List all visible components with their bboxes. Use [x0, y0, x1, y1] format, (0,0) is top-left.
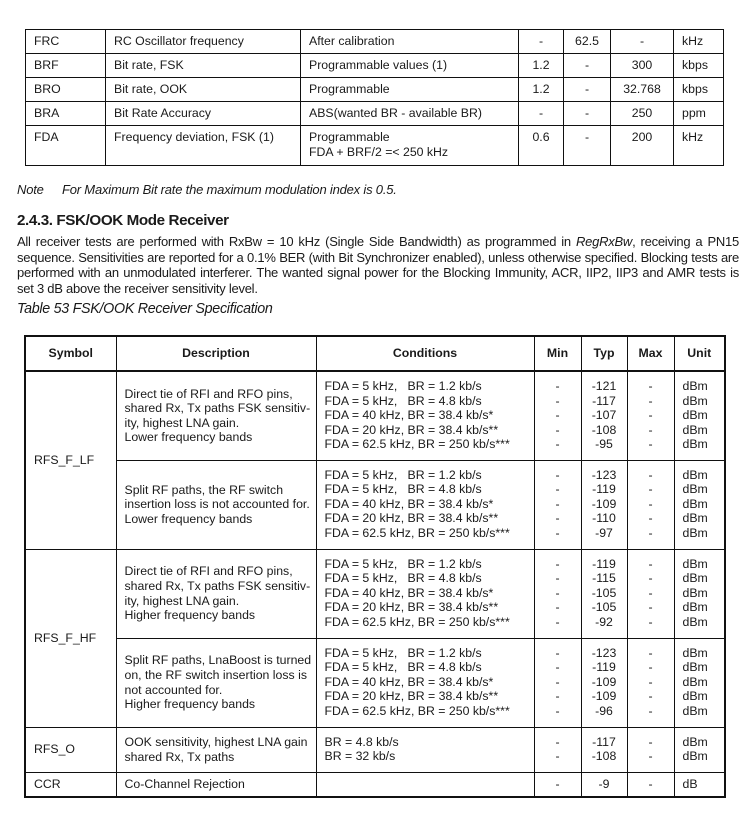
max-cell [627, 549, 674, 638]
co-channel-rejection-row [25, 772, 725, 797]
conditions-cell-line: FDA = 40 kHz, BR = 38.4 kb/s* [324, 585, 494, 600]
conditions-cell [301, 30, 519, 54]
receiver-spec-table [24, 335, 726, 798]
max-cell-line: - [648, 645, 653, 660]
header-unit: Unit [674, 336, 725, 371]
typ-cell: -9 [581, 772, 627, 797]
min-cell [534, 549, 581, 638]
conditions-cell-line: FDA = 20 kHz, BR = 38.4 kb/s** [324, 600, 499, 615]
typ-cell-line: -109 [591, 496, 617, 511]
symbol-cell: RFS_F_HF [25, 549, 116, 727]
min-cell-line: - [555, 749, 560, 764]
table-caption: Table 53 FSK/OOK Receiver Specification [17, 301, 273, 317]
unit-cell-line: dBm [682, 525, 708, 540]
typ-cell-line: -108 [591, 749, 617, 764]
min-cell: - [519, 30, 564, 54]
conditions-cell-line: FDA = 62.5 kHz, BR = 250 kb/s*** [324, 525, 510, 540]
max-cell-line: - [648, 734, 653, 749]
description-cell: Bit rate, FSK [106, 54, 301, 78]
min-cell: - [534, 772, 581, 797]
conditions-cell-line: FDA = 40 kHz, BR = 38.4 kb/s* [324, 408, 494, 423]
max-cell-line: - [648, 525, 653, 540]
typ-cell-line: -105 [591, 600, 617, 615]
max-cell-line: - [648, 600, 653, 615]
typ-cell-line: -119 [592, 556, 616, 571]
max-cell: - [627, 772, 674, 797]
typ-cell-line: -109 [591, 674, 617, 689]
receiver-spec-body [25, 371, 725, 797]
max-cell: 250 [611, 102, 674, 126]
unit-cell [674, 460, 725, 549]
typ-cell: 62.5 [564, 30, 611, 54]
max-cell-line: - [648, 660, 653, 675]
conditions-cell-line: FDA = 5 kHz, BR = 1.2 kb/s [324, 379, 482, 393]
min-cell [534, 371, 581, 460]
conditions-cell [316, 371, 534, 460]
max-cell-line: - [648, 496, 653, 511]
min-cell-line: - [555, 571, 560, 586]
unit-cell-line: dBm [682, 467, 708, 482]
conditions-cell-line: FDA = 62.5 kHz, BR = 250 kb/s*** [324, 703, 510, 718]
typ-cell-line: -108 [591, 422, 617, 437]
typ-cell: - [564, 102, 611, 126]
conditions-cell [316, 549, 534, 638]
unit-cell: kbps [674, 78, 724, 102]
spec-row [26, 30, 724, 54]
conditions-cell-line: FDA = 5 kHz, BR = 4.8 kb/s [324, 660, 482, 675]
unit-cell: kbps [674, 54, 724, 78]
description-cell-line: Direct tie of RFI and RFO pins, [124, 564, 293, 579]
max-cell-line: - [648, 703, 653, 718]
description-cell: Frequency deviation, FSK (1) [106, 126, 301, 166]
unit-cell-line: dBm [682, 600, 708, 615]
header-typ: Typ [581, 336, 627, 371]
header-max: Max [627, 336, 674, 371]
symbol-cell: RFS_F_LF [25, 371, 116, 549]
symbol-cell: CCR [25, 772, 116, 797]
typ-cell-line: -105 [591, 585, 617, 600]
description-cell-line: shared Rx, Tx paths [124, 749, 235, 764]
conditions-cell-line: FDA = 20 kHz, BR = 38.4 kb/s** [324, 422, 499, 437]
typ-cell-line: -95 [595, 437, 613, 452]
spec-row [26, 102, 724, 126]
description-cell [116, 460, 316, 549]
min-cell-line: - [555, 645, 560, 660]
conditions-cell [301, 102, 519, 126]
unit-cell: kHz [674, 30, 724, 54]
conditions-cell-line: ABS(wanted BR - available BR) [309, 106, 482, 120]
min-cell: 0.6 [519, 126, 564, 166]
typ-cell: - [564, 126, 611, 166]
conditions-cell-line: BR = 4.8 kb/s [324, 734, 399, 749]
min-cell: - [519, 102, 564, 126]
conditions-cell [316, 772, 534, 797]
description-cell-line: OOK sensitivity, highest LNA gain [124, 734, 308, 749]
description-cell-line: shared Rx, Tx paths FSK sensitiv- [124, 401, 311, 416]
sensitivity-row [25, 371, 725, 460]
description-cell-line: on, the RF switch insertion loss is [124, 667, 307, 682]
unit-cell-line: dBm [682, 379, 708, 393]
min-cell-line: - [555, 408, 560, 423]
typ-cell-line: -97 [595, 525, 613, 540]
max-cell [627, 460, 674, 549]
max-cell: 200 [611, 126, 674, 166]
symbol-cell: RFS_O [25, 727, 116, 772]
description-cell-line: not accounted for. [124, 682, 223, 697]
typ-cell-line: -123 [591, 467, 617, 482]
description-cell-line: Split RF paths, LnaBoost is turned [124, 653, 312, 668]
max-cell-line: - [648, 437, 653, 452]
min-cell-line: - [555, 482, 560, 497]
typ-cell: - [564, 54, 611, 78]
unit-cell-line: dBm [682, 511, 708, 526]
min-cell-line: - [555, 674, 560, 689]
sensitivity-row [25, 460, 725, 549]
section-paragraph [17, 234, 739, 296]
paragraph-text: All receiver tests are performed with RxBw = 10 kHz (Single Side Bandwidth) as programmed in [17, 234, 577, 249]
max-cell-line: - [648, 511, 653, 526]
note-label: Note [17, 182, 44, 197]
register-name: RegRxBw [576, 234, 633, 249]
min-cell-line: - [555, 496, 560, 511]
description-cell-line: Higher frequency bands [124, 697, 256, 712]
conditions-cell-line: Programmable [309, 82, 390, 96]
unit-cell: dB [674, 772, 725, 797]
description-cell [116, 638, 316, 727]
max-cell-line: - [648, 571, 653, 586]
max-cell-line: - [648, 689, 653, 704]
min-cell-line: - [555, 379, 560, 393]
max-cell [627, 727, 674, 772]
unit-cell [674, 549, 725, 638]
conditions-cell-line: After calibration [309, 34, 395, 48]
description-cell-line: Lower frequency bands [124, 430, 253, 445]
note [17, 182, 397, 197]
conditions-cell-line: FDA + BRF/2 =< 250 kHz [309, 144, 449, 159]
unit-cell-line: dBm [682, 674, 708, 689]
conditions-cell-line: FDA = 20 kHz, BR = 38.4 kb/s** [324, 511, 499, 526]
unit-cell-line: dBm [682, 660, 708, 675]
max-cell-line: - [648, 379, 653, 393]
max-cell-line: - [648, 674, 653, 689]
min-cell-line: - [555, 437, 560, 452]
typ-cell-line: -119 [592, 482, 616, 497]
sensitivity-row [25, 638, 725, 727]
table-header-row [25, 336, 725, 371]
max-cell: 300 [611, 54, 674, 78]
max-cell-line: - [648, 585, 653, 600]
symbol-cell: BRF [26, 54, 106, 78]
typ-cell-line: -109 [591, 689, 617, 704]
unit-cell-line: dBm [682, 734, 708, 749]
min-cell-line: - [555, 467, 560, 482]
unit-cell-line: dBm [682, 614, 708, 629]
min-cell-line: - [555, 703, 560, 718]
conditions-cell [316, 460, 534, 549]
min-cell-line: - [555, 556, 560, 571]
typ-cell-line: -117 [592, 734, 616, 749]
min-cell: 1.2 [519, 78, 564, 102]
typ-cell [581, 460, 627, 549]
min-cell-line: - [555, 600, 560, 615]
min-cell-line: - [555, 689, 560, 704]
description-cell-line: Higher frequency bands [124, 608, 256, 623]
unit-cell: ppm [674, 102, 724, 126]
header-description: Description [116, 336, 316, 371]
spec-table-body [26, 30, 724, 166]
description-cell-line: shared Rx, Tx paths FSK sensitiv- [124, 578, 311, 593]
description-cell-line: Lower frequency bands [124, 511, 253, 526]
conditions-cell-line: Programmable [309, 130, 390, 144]
conditions-cell-line: Programmable values (1) [309, 58, 448, 72]
unit-cell-line: dBm [682, 571, 708, 586]
unit-cell [674, 371, 725, 460]
spec-table-bitrate [25, 29, 724, 166]
typ-cell [581, 727, 627, 772]
max-cell-line: - [648, 482, 653, 497]
conditions-cell-line: FDA = 62.5 kHz, BR = 250 kb/s*** [324, 437, 510, 452]
max-cell [627, 638, 674, 727]
unit-cell-line: dBm [682, 496, 708, 511]
max-cell-line: - [648, 749, 653, 764]
min-cell-line: - [555, 422, 560, 437]
typ-cell-line: -110 [592, 511, 616, 526]
spec-row [26, 54, 724, 78]
conditions-cell-line: FDA = 5 kHz, BR = 1.2 kb/s [324, 645, 482, 660]
unit-cell-line: dBm [682, 408, 708, 423]
conditions-cell [301, 126, 519, 166]
typ-cell-line: -92 [595, 614, 613, 629]
section-heading: 2.4.3. FSK/OOK Mode Receiver [17, 212, 229, 229]
conditions-cell [316, 638, 534, 727]
paragraph-text: , receiving a PN15 sequence. Sensitivities are reported for a 0.1% BER (with Bit Synchronizer enabled), unless otherwise specified. Blocking tests are performed with an unmodulated interferer. The wanted signal power for the Blocking Immunity, ACR, IIP2, IIP3 and AMR tests is set 3 dB above the receiver sensitivity level. [17, 234, 739, 296]
unit-cell-line: dBm [682, 556, 708, 571]
conditions-cell-line: FDA = 5 kHz, BR = 4.8 kb/s [324, 393, 482, 408]
min-cell-line: - [555, 660, 560, 675]
unit-cell [674, 638, 725, 727]
description-cell-line: insertion loss is not accounted for. [124, 497, 310, 512]
max-cell-line: - [648, 393, 653, 408]
typ-cell-line: -119 [592, 660, 616, 675]
unit-cell-line: dBm [682, 393, 708, 408]
unit-cell-line: dBm [682, 703, 708, 718]
max-cell [627, 371, 674, 460]
sensitivity-row [25, 549, 725, 638]
conditions-cell [316, 727, 534, 772]
spec-row [26, 126, 724, 166]
unit-cell: kHz [674, 126, 724, 166]
min-cell-line: - [555, 734, 560, 749]
typ-cell [581, 371, 627, 460]
description-cell: Bit Rate Accuracy [106, 102, 301, 126]
unit-cell-line: dBm [682, 482, 708, 497]
conditions-cell-line: BR = 32 kb/s [324, 749, 396, 764]
typ-cell-line: -117 [592, 393, 616, 408]
typ-cell-line: -121 [591, 379, 617, 393]
typ-cell-line: -123 [591, 645, 617, 660]
typ-cell-line: -107 [591, 408, 617, 423]
unit-cell [674, 727, 725, 772]
symbol-cell: FRC [26, 30, 106, 54]
min-cell-line: - [555, 585, 560, 600]
unit-cell-line: dBm [682, 422, 708, 437]
conditions-cell-line: FDA = 5 kHz, BR = 1.2 kb/s [324, 467, 482, 482]
conditions-cell-line: FDA = 20 kHz, BR = 38.4 kb/s** [324, 689, 499, 704]
symbol-cell: FDA [26, 126, 106, 166]
symbol-cell: BRA [26, 102, 106, 126]
min-cell-line: - [555, 525, 560, 540]
conditions-cell [301, 54, 519, 78]
unit-cell-line: dBm [682, 749, 708, 764]
max-cell: - [611, 30, 674, 54]
description-cell-line: ity, highest LNA gain. [124, 593, 240, 608]
min-cell [534, 727, 581, 772]
description-cell [116, 727, 316, 772]
conditions-cell [301, 78, 519, 102]
unit-cell-line: dBm [682, 689, 708, 704]
min-cell-line: - [555, 393, 560, 408]
header-symbol: Symbol [25, 336, 116, 371]
min-cell [534, 638, 581, 727]
conditions-cell-line: FDA = 40 kHz, BR = 38.4 kb/s* [324, 674, 494, 689]
description-cell-line: ity, highest LNA gain. [124, 415, 240, 430]
header-min: Min [534, 336, 581, 371]
description-cell-line: Direct tie of RFI and RFO pins, [124, 386, 293, 401]
symbol-cell: BRO [26, 78, 106, 102]
spec-row [26, 78, 724, 102]
conditions-cell-line: FDA = 5 kHz, BR = 4.8 kb/s [324, 571, 482, 586]
max-cell-line: - [648, 408, 653, 423]
unit-cell-line: dBm [682, 585, 708, 600]
description-cell: Bit rate, OOK [106, 78, 301, 102]
max-cell-line: - [648, 614, 653, 629]
max-cell-line: - [648, 422, 653, 437]
max-cell: 32.768 [611, 78, 674, 102]
description-cell-line: Split RF paths, the RF switch [124, 482, 284, 497]
typ-cell [581, 638, 627, 727]
min-cell-line: - [555, 511, 560, 526]
typ-cell-line: -115 [592, 571, 616, 586]
header-conditions: Conditions [316, 336, 534, 371]
conditions-cell-line: FDA = 5 kHz, BR = 4.8 kb/s [324, 482, 482, 497]
note-text: For Maximum Bit rate the maximum modulation index is 0.5. [62, 182, 397, 197]
description-cell [116, 371, 316, 460]
min-cell-line: - [555, 614, 560, 629]
ook-sensitivity-row [25, 727, 725, 772]
min-cell: 1.2 [519, 54, 564, 78]
description-cell [116, 549, 316, 638]
conditions-cell-line: FDA = 40 kHz, BR = 38.4 kb/s* [324, 496, 494, 511]
description-cell: RC Oscillator frequency [106, 30, 301, 54]
typ-cell: - [564, 78, 611, 102]
min-cell [534, 460, 581, 549]
conditions-cell-line: FDA = 5 kHz, BR = 1.2 kb/s [324, 556, 482, 571]
typ-cell [581, 549, 627, 638]
unit-cell-line: dBm [682, 437, 708, 452]
unit-cell-line: dBm [682, 645, 708, 660]
max-cell-line: - [648, 467, 653, 482]
max-cell-line: - [648, 556, 653, 571]
conditions-cell-line: FDA = 62.5 kHz, BR = 250 kb/s*** [324, 614, 510, 629]
typ-cell-line: -96 [595, 703, 613, 718]
description-cell: Co-Channel Rejection [116, 772, 316, 797]
